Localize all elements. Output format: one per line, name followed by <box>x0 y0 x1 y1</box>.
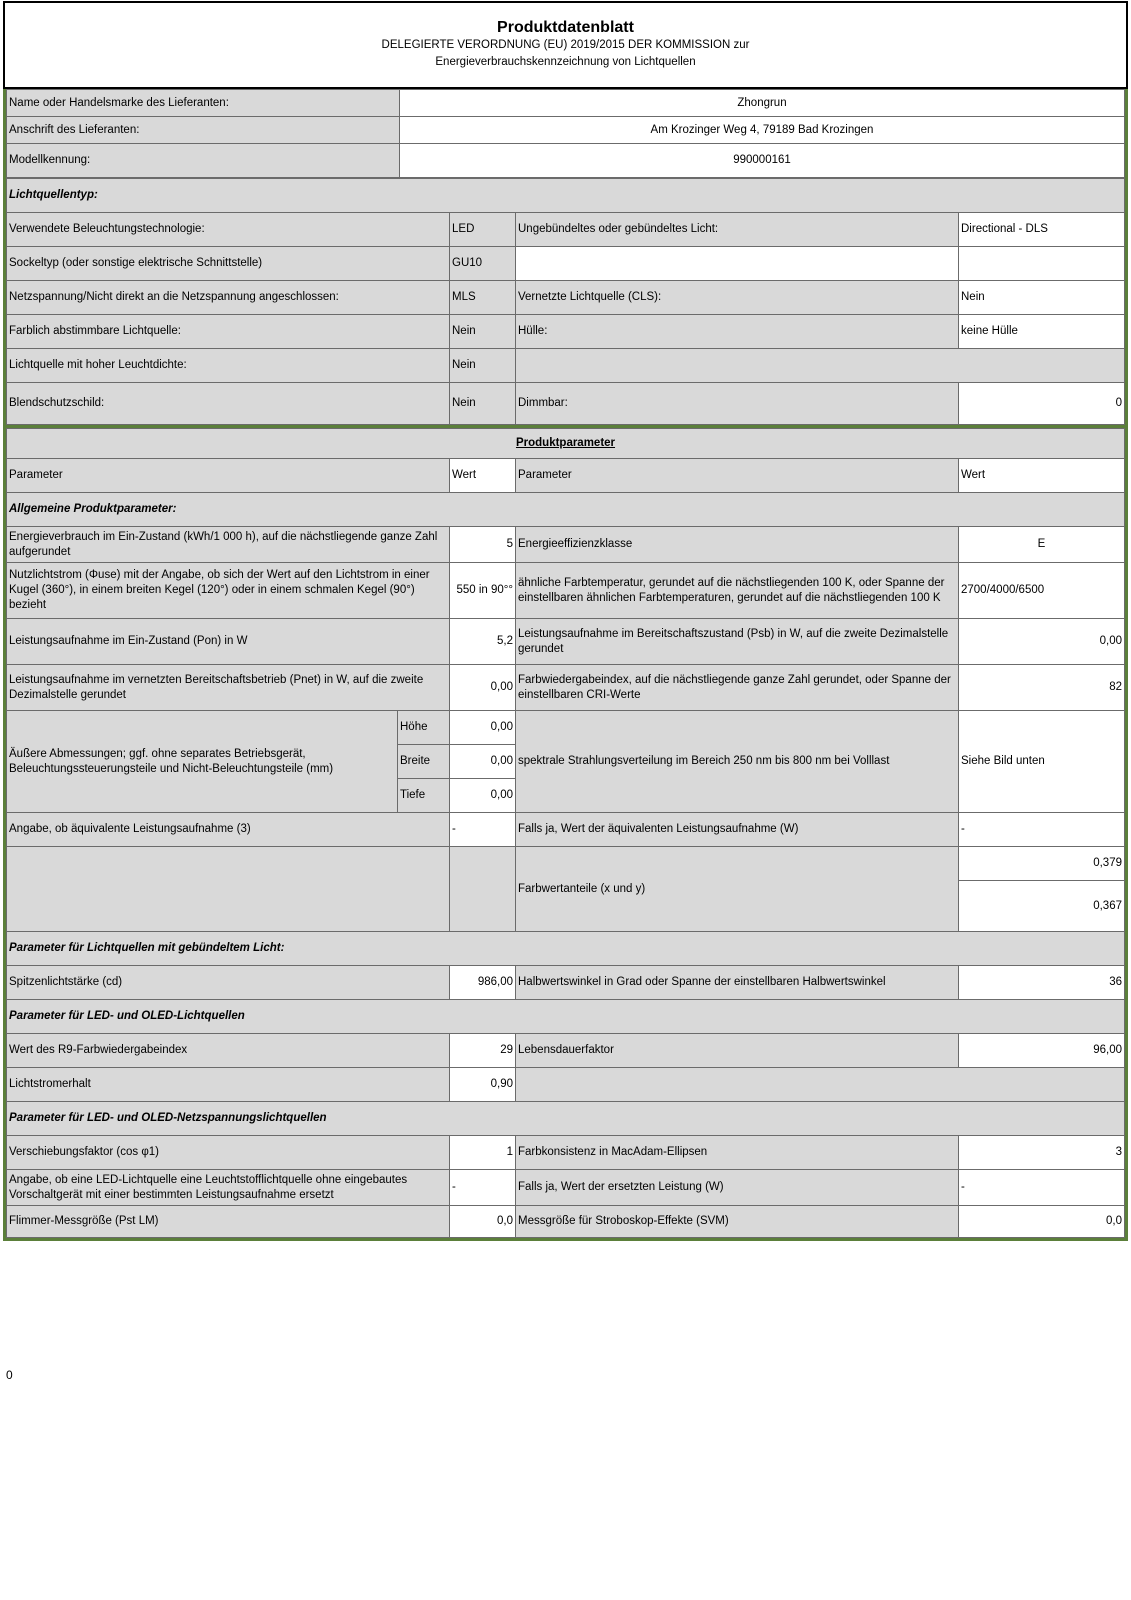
replacement-label: Angabe, ob eine LED-Lichtquelle eine Leuchtstofflichtquelle ohne eingebautes Vorschaltgerät mit einer bestimmten Leistungsaufnahme ersetzt <box>7 1170 450 1206</box>
product-datasheet <box>3 1 1128 1241</box>
cct-value: 2700/4000/6500 <box>959 563 1125 619</box>
networked-standby-value: 0,00 <box>450 665 516 711</box>
directional-label: Ungebündeltes oder gebündeltes Licht: <box>516 213 959 247</box>
cls-label: Vernetzte Lichtquelle (CLS): <box>516 281 959 315</box>
supplier-name-label: Name oder Handelsmarke des Lieferanten: <box>7 90 400 117</box>
r9-label: Wert des R9-Farbwiedergabeindex <box>7 1034 450 1068</box>
datasheet-header <box>3 1 1128 89</box>
lumen-maintenance-value: 0,90 <box>450 1068 516 1102</box>
peak-intensity-label: Spitzenlichtstärke (cd) <box>7 966 450 1000</box>
depth-label: Tiefe <box>398 779 450 813</box>
chromaticity-x-value: 0,379 <box>959 847 1125 881</box>
replacement-if-label: Falls ja, Wert der ersetzten Leistung (W) <box>516 1170 959 1206</box>
energy-class-value: E <box>959 527 1125 563</box>
useful-flux-label: Nutzlichtstrom (Φuse) mit der Angabe, ob sich der Wert auf den Lichtstrom in einer Kugel (360°), in einem breiten Kegel (120°) oder in einem schmalen Kegel (90°) bezieht <box>7 563 450 619</box>
footer-value: 0 <box>6 1368 13 1382</box>
power-factor-value: 1 <box>450 1136 516 1170</box>
flicker-label: Flimmer-Messgröße (Pst LM) <box>7 1206 450 1238</box>
cri-label: Farbwiedergabeindex, auf die nächstliegende ganze Zahl gerundet, oder Spanne der einstellbaren CRI-Werte <box>516 665 959 711</box>
macadam-label: Farbkonsistenz in MacAdam-Ellipsen <box>516 1136 959 1170</box>
power-factor-label: Verschiebungsfaktor (cos φ1) <box>7 1136 450 1170</box>
column-header-parameter-2: Parameter <box>516 459 959 493</box>
useful-flux-value: 550 in 90°° <box>450 563 516 619</box>
standby-power-value: 0,00 <box>959 619 1125 665</box>
replacement-if-value: - <box>959 1170 1125 1206</box>
standby-power-label: Leistungsaufnahme im Bereitschaftszustand (Psb) in W, auf die zweite Dezimalstelle gerundet <box>516 619 959 665</box>
stroboscopic-value: 0,0 <box>959 1206 1125 1238</box>
energy-class-label: Energieeffizienzklasse <box>516 527 959 563</box>
width-label: Breite <box>398 745 450 779</box>
product-parameters-table <box>6 428 1125 1238</box>
chromaticity-y-value: 0,367 <box>959 881 1125 932</box>
column-header-value-2: Wert <box>959 459 1125 493</box>
anti-glare-label: Blendschutzschild: <box>7 383 450 425</box>
networked-standby-label: Leistungsaufnahme im vernetzten Bereitschaftsbetrieb (Pnet) in W, auf die zweite Dezimalstelle gerundet <box>7 665 450 711</box>
equivalent-power-label: Angabe, ob äquivalente Leistungsaufnahme (3) <box>7 813 450 847</box>
product-parameters-heading: Produktparameter <box>7 429 1125 459</box>
empty-cell <box>516 247 959 281</box>
directional-value: Directional - DLS <box>959 213 1125 247</box>
general-parameters-heading: Allgemeine Produktparameter: <box>7 493 1125 527</box>
high-luminance-label: Lichtquelle mit hoher Leuchtdichte: <box>7 349 450 383</box>
energy-consumption-label: Energieverbrauch im Ein-Zustand (kWh/1 000 h), auf die nächstliegende ganze Zahl aufgerundet <box>7 527 450 563</box>
width-value: 0,00 <box>450 745 516 779</box>
survival-factor-label: Lebensdauerfaktor <box>516 1034 959 1068</box>
empty-cell <box>959 247 1125 281</box>
dimmable-value: 0 <box>959 383 1125 425</box>
beam-angle-label: Halbwertswinkel in Grad oder Spanne der einstellbaren Halbwertswinkel <box>516 966 959 1000</box>
r9-value: 29 <box>450 1034 516 1068</box>
energy-consumption-value: 5 <box>450 527 516 563</box>
mains-label: Netzspannung/Nicht direkt an die Netzspannung angeschlossen: <box>7 281 450 315</box>
regulation-line: DELEGIERTE VERORDNUNG (EU) 2019/2015 DER KOMMISSION zur <box>381 39 750 51</box>
peak-intensity-value: 986,00 <box>450 966 516 1000</box>
high-luminance-value: Nein <box>450 349 516 383</box>
equivalent-power-value: - <box>450 813 516 847</box>
macadam-value: 3 <box>959 1136 1125 1170</box>
empty-cell <box>516 1068 1125 1102</box>
equivalent-power-if-label: Falls ja, Wert der äquivalenten Leistungsaufnahme (W) <box>516 813 959 847</box>
technology-value: LED <box>450 213 516 247</box>
dimmable-label: Dimmbar: <box>516 383 959 425</box>
directional-parameters-heading: Parameter für Lichtquellen mit gebündeltem Licht: <box>7 932 1125 966</box>
lumen-maintenance-label: Lichtstromerhalt <box>7 1068 450 1102</box>
column-header-parameter: Parameter <box>7 459 450 493</box>
lightsource-type-heading: Lichtquellentyp: <box>7 179 1125 213</box>
equivalent-power-if-value: - <box>959 813 1125 847</box>
supplier-table <box>6 89 1125 178</box>
model-id-value: 990000161 <box>400 144 1125 178</box>
cct-label: ähnliche Farbtemperatur, gerundet auf die nächstliegenden 100 K, oder Spanne der einstellbaren ähnlichen Farbtemperaturen, gerundet auf die nächstliegenden 100 K <box>516 563 959 619</box>
on-mode-power-value: 5,2 <box>450 619 516 665</box>
empty-cell <box>450 847 516 932</box>
on-mode-power-label: Leistungsaufnahme im Ein-Zustand (Pon) in W <box>7 619 450 665</box>
tunable-value: Nein <box>450 315 516 349</box>
supplier-address-label: Anschrift des Lieferanten: <box>7 117 400 144</box>
model-id-label: Modellkennung: <box>7 144 400 178</box>
beam-angle-value: 36 <box>959 966 1125 1000</box>
stroboscopic-label: Messgröße für Stroboskop-Effekte (SVM) <box>516 1206 959 1238</box>
datasheet-title: Produktdatenblatt <box>497 19 634 36</box>
tunable-label: Farblich abstimmbare Lichtquelle: <box>7 315 450 349</box>
envelope-label: Hülle: <box>516 315 959 349</box>
datasheet-body <box>3 89 1128 1241</box>
survival-factor-value: 96,00 <box>959 1034 1125 1068</box>
replacement-value: - <box>450 1170 516 1206</box>
chromaticity-label: Farbwertanteile (x und y) <box>516 847 959 932</box>
supplier-address-value: Am Krozinger Weg 4, 79189 Bad Krozingen <box>400 117 1125 144</box>
envelope-value: keine Hülle <box>959 315 1125 349</box>
supplier-name-value: Zhongrun <box>400 90 1125 117</box>
empty-cell <box>516 349 1125 383</box>
technology-label: Verwendete Beleuchtungstechnologie: <box>7 213 450 247</box>
regulation-subject-line: Energieverbrauchskennzeichnung von Lichtquellen <box>435 56 696 68</box>
led-parameters-heading: Parameter für LED- und OLED-Lichtquellen <box>7 1000 1125 1034</box>
empty-cell <box>7 847 450 932</box>
socket-value: GU10 <box>450 247 516 281</box>
height-value: 0,00 <box>450 711 516 745</box>
mains-led-parameters-heading: Parameter für LED- und OLED-Netzspannungslichtquellen <box>7 1102 1125 1136</box>
flicker-value: 0,0 <box>450 1206 516 1238</box>
column-header-value: Wert <box>450 459 516 493</box>
depth-value: 0,00 <box>450 779 516 813</box>
anti-glare-value: Nein <box>450 383 516 425</box>
spectral-distribution-label: spektrale Strahlungsverteilung im Bereich 250 nm bis 800 nm bei Volllast <box>516 711 959 813</box>
socket-label: Sockeltyp (oder sonstige elektrische Schnittstelle) <box>7 247 450 281</box>
cls-value: Nein <box>959 281 1125 315</box>
cri-value: 82 <box>959 665 1125 711</box>
height-label: Höhe <box>398 711 450 745</box>
dimensions-label: Äußere Abmessungen; ggf. ohne separates Betriebsgerät, Beleuchtungssteuerungsteile und Nicht-Beleuchtungsteile (mm) <box>7 711 398 813</box>
mains-value: MLS <box>450 281 516 315</box>
spectral-distribution-value: Siehe Bild unten <box>959 711 1125 813</box>
lightsource-type-table <box>6 178 1125 425</box>
